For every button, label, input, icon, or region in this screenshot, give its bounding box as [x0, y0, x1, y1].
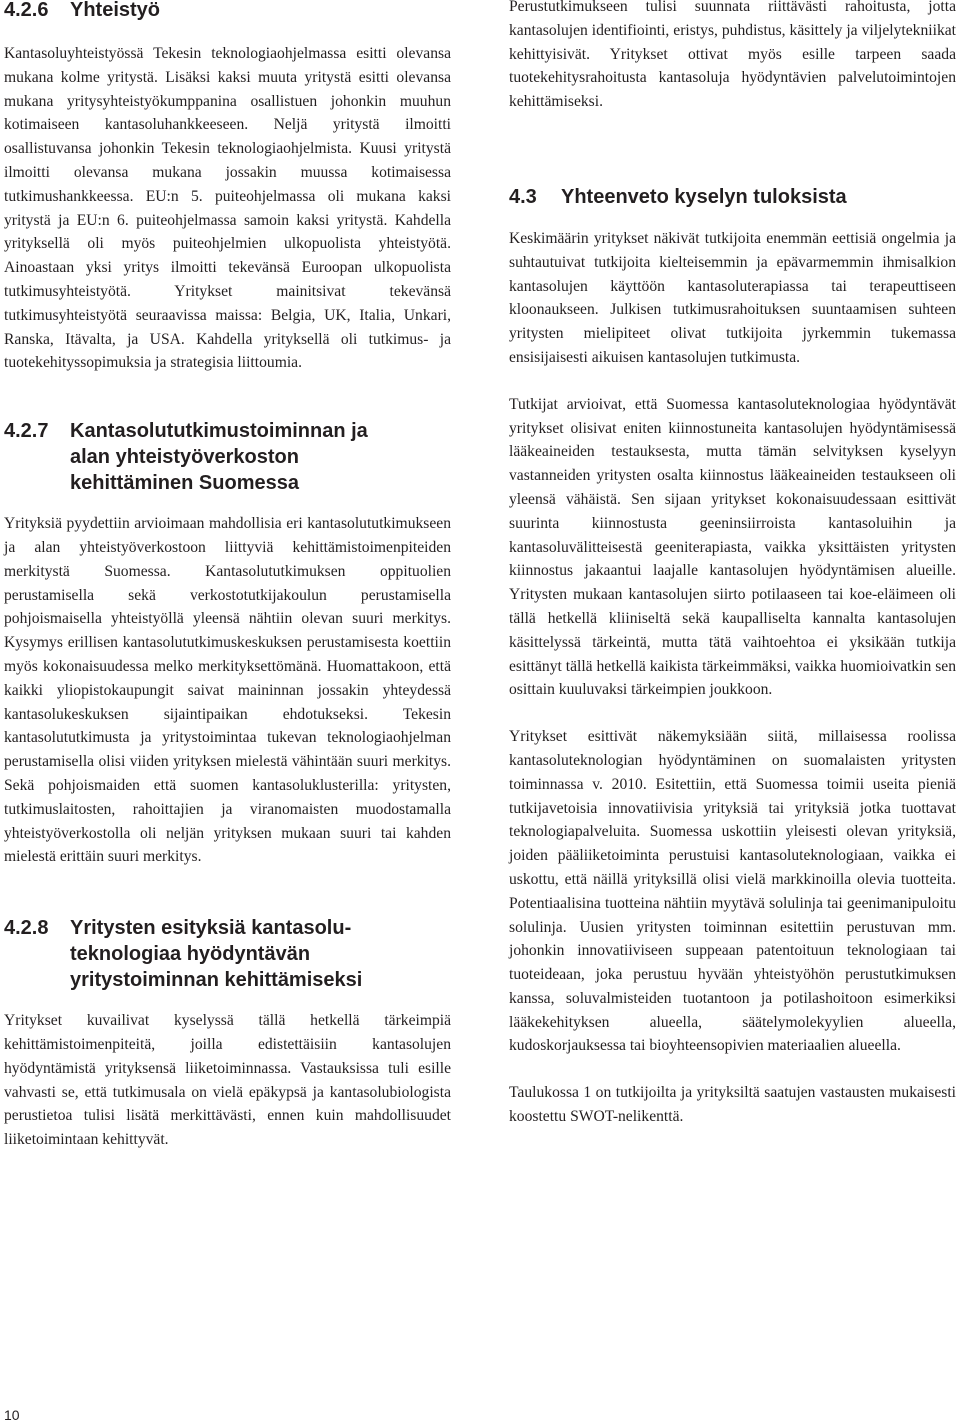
section-title-line: teknologiaa hyödyntävän: [70, 943, 311, 966]
section-title-line: yritystoiminnan kehittämiseksi: [70, 969, 363, 992]
paragraph: Yrityksiä pyydettiin arvioimaan mahdollisia eri kantasolututkimukseen ja alan yhteistyöverkostoon liittyviä kehittämistoimenpiteiden merkitystä Suomessa. Kantasolututkimuksen oppituolien perustamisella sekä verkostotutkijakoulun perustamisella pohjoismaisella yhteistyöllä yleensä nähtiin olevan suuri merkitys. Kysymys erillisen kantasolututkimuskeskuksen perustamisesta koettiin myös kokonaisuudessa melko merkityksettömänä. Huomattakoon, että kaikki yliopistokaupungit saivat maininnan jossakin yhteydessä kantasolukeskuksen sijaintipaikan ehdotukseksi. Tekesin kantasolututkimusta ja yritystoimintaa tukevan teknologiaohjelman perustamisella olisi viiden yrityksen mielestä vähintään suuri merkitys. Sekä pohjoismaiden että suomen kantasoluklusterilla: yritysten, tutkimuslaitosten, rahoittajien ja viranomaisten muodostamalla yhteistyöverkostolla oli neljän yrityksen mukaan suuri tai kahden mielestä erittäin suuri merkitys.: [4, 515, 451, 866]
left-column: [4, 0, 451, 1152]
section-title: Yhteenveto kyselyn tuloksista: [561, 185, 847, 208]
section-heading-4-2-7: [4, 418, 451, 496]
paragraph: Tutkijat arvioivat, että Suomessa kantasoluteknologiaa hyödyntävät yritykset olisivat eniten kiinnostuneita kantasolujen hyödyntämisessä lääkeaineiden testauksesta, mutta tämän selvityksen kyselyyn vastanneiden yritysten osalta kiinnostus lääkeaineiden testaukseen oli yleensä vähäistä. Sen sijaan yritykset kokonaisuudessaan esittivät suurinta kiinnostusta geeninsiirroista kantasoluihin ja kantasoluvälitteisestä geeniterapiasta, vaikka yksittäisten yritysten kiinnostus jakaantui laajalle kantasolujen hyödyntämisen alueille. Yritysten mukaan kantasolujen siirto potilaaseen tai koe-eläimeen oli tällä hetkellä kliiniseltä sekä kaupalliselta kannalta kantasolujen käsittelyssä tärkeintä, mutta tätä vaihtoehtoa ei yksikään tutkija esittänyt tällä hetkellä kaikista tärkeimmäksi, vaikka huomioivatkin sen osittain kuuluvaksi tärkeimpien joukkoon.: [509, 395, 956, 699]
paragraph: Taulukossa 1 on tutkijoilta ja yrityksiltä saatujen vastausten mukaisesti koostettu SWOT-nelikenttä.: [509, 1084, 956, 1126]
paragraph: Keskimäärin yritykset näkivät tutkijoita enemmän eettisiä ongelmia ja suhtautuivat tutkijoita kielteisemmin ja epävarmemmin ihmisalkion kantasolujen käyttöön kantasoluterapiassa tai terapeuttiseen kloonaukseen. Julkisen tutkimusrahoituksen suuntaamisen suhteen yritysten mielipiteet olivat tutkijoita jyrkemmin tukemassa ensisijaisesti aikuisen kantasolujen tutkimusta.: [509, 229, 956, 366]
section-title-line: Yritysten esityksiä kantasolu-: [70, 917, 352, 940]
section-title: [70, 418, 451, 496]
section-title: [70, 915, 451, 993]
section-title-line: alan yhteistyöverkoston: [70, 446, 299, 469]
section-number: 4.2.7: [4, 420, 49, 443]
section-heading-4-3: [509, 184, 956, 210]
section-title-line: kehittäminen Suomessa: [70, 472, 299, 495]
section-number: 4.3: [509, 185, 537, 208]
paragraph: Yritykset esittivät näkemyksiään siitä, millaisessa roolissa kantasoluteknologian hyödyntäminen on suomalaisten yritysten toiminnassa v. 2010. Esitettiin, että Suomessa toimii useita pieniä tutkijavetoisia innovatiivisia yrityksiä tai yrityksiä jotka tuottavat teknologiapalveluita. Suomessa uskottiin yleisesti olevan yrityksiä, joiden pääliiketoiminta perustuisi kantasoluteknologiaan, vaikka ei uskottu, että näillä yrityksillä olisi vielä markkinoilla olevia tuotteita. Potentiaalisina tuotteina nähtiin myytävä solulinja tai geenimanipuloitu solulinja. Uusien yritysten toiminnan esitettiin perustuvan mm. johonkin innovatiiviseen suppeaan patentoituun teknologiaan tai tuoteideaan, joka perustuu hyvään yhteistyöhön perustutkimuksen kanssa, soluvalmisteiden tuotantoon ja potilashoitoon esimerkiksi lääkekehityksen alueella, säätelymolekyylien alueella, kudoskorjauksessa tai bioyhteensopivien materiaalien alueella.: [509, 728, 956, 1055]
section-title-line: Kantasolututkimustoiminnan ja: [70, 420, 368, 443]
section-heading-4-2-8: [4, 915, 451, 993]
paragraph: Yritykset kuvailivat kyselyssä tällä hetkellä tärkeimpiä kehittämistoimenpiteitä, joilla edistettäisiin kantasolujen hyödyntämistä yrityksensä liiketoiminnassa. Vastauksissa tuli esille vahvasti se, että tutkimusala on vielä epäkypsä ja kantasolubiologista perustietoa tulisi lisätä merkittävästi, ennen kuin mahdollisuudet liiketoimintaan kehittyvät.: [4, 1012, 451, 1149]
section-title: Yhteistyö: [70, 0, 161, 21]
section-heading-4-2-6: [4, 0, 451, 23]
page-number: 10: [4, 1407, 20, 1423]
paragraph: Kantasoluyhteistyössä Tekesin teknologiaohjelmassa esitti olevansa mukana kolme yritystä. Lisäksi kaksi muuta yritystä esitti olevansa mukana yritysyhteistyökumppanina osallistuen johonkin muuhun kotimaiseen kantasoluhankkeeseen. Neljä yritystä ilmoitti osallistuvansa johonkin Tekesin teknologiaohjelmista. Kuusi yritystä ilmoitti olevansa mukana jossakin muussa kotimaisessa tutkimushankkeessa. EU:n 5. puiteohjelmassa oli mukana kaksi yritystä ja EU:n 6. puiteohjelmassa samoin kaksi yritystä. Kahdella yrityksellä oli myös puiteohjelmien ulkopuolista yhteistyötä. Ainoastaan yksi yritys ilmoitti tekevänsä Euroopan ulkopuolista tutkimusyhteistyötä. Yritykset mainitsivat tekevänsä tutkimusyhteistyötä seuraavissa maissa: Belgia, UK, Italia, Unkari, Ranska, Itävalta, ja USA. Kahdella yrityksellä oli tutkimus- ja tuotekehityssopimuksia ja strategisia liittoumia.: [4, 45, 451, 372]
section-number: 4.2.8: [4, 917, 49, 940]
paragraph: Perustutkimukseen tulisi suunnata riittävästi rahoitusta, jotta kantasolujen identifiointi, eristys, puhdistus, käsittely ja viljelytekniikat kehittyisivät. Yritykset ottivat myös esille tarpeen saada tuotekehitysrahoitusta kantasoluja hyödyntävien palvelutoimintojen kehittämiseksi.: [509, 0, 956, 111]
right-column: [509, 0, 956, 1129]
section-number: 4.2.6: [4, 0, 49, 21]
